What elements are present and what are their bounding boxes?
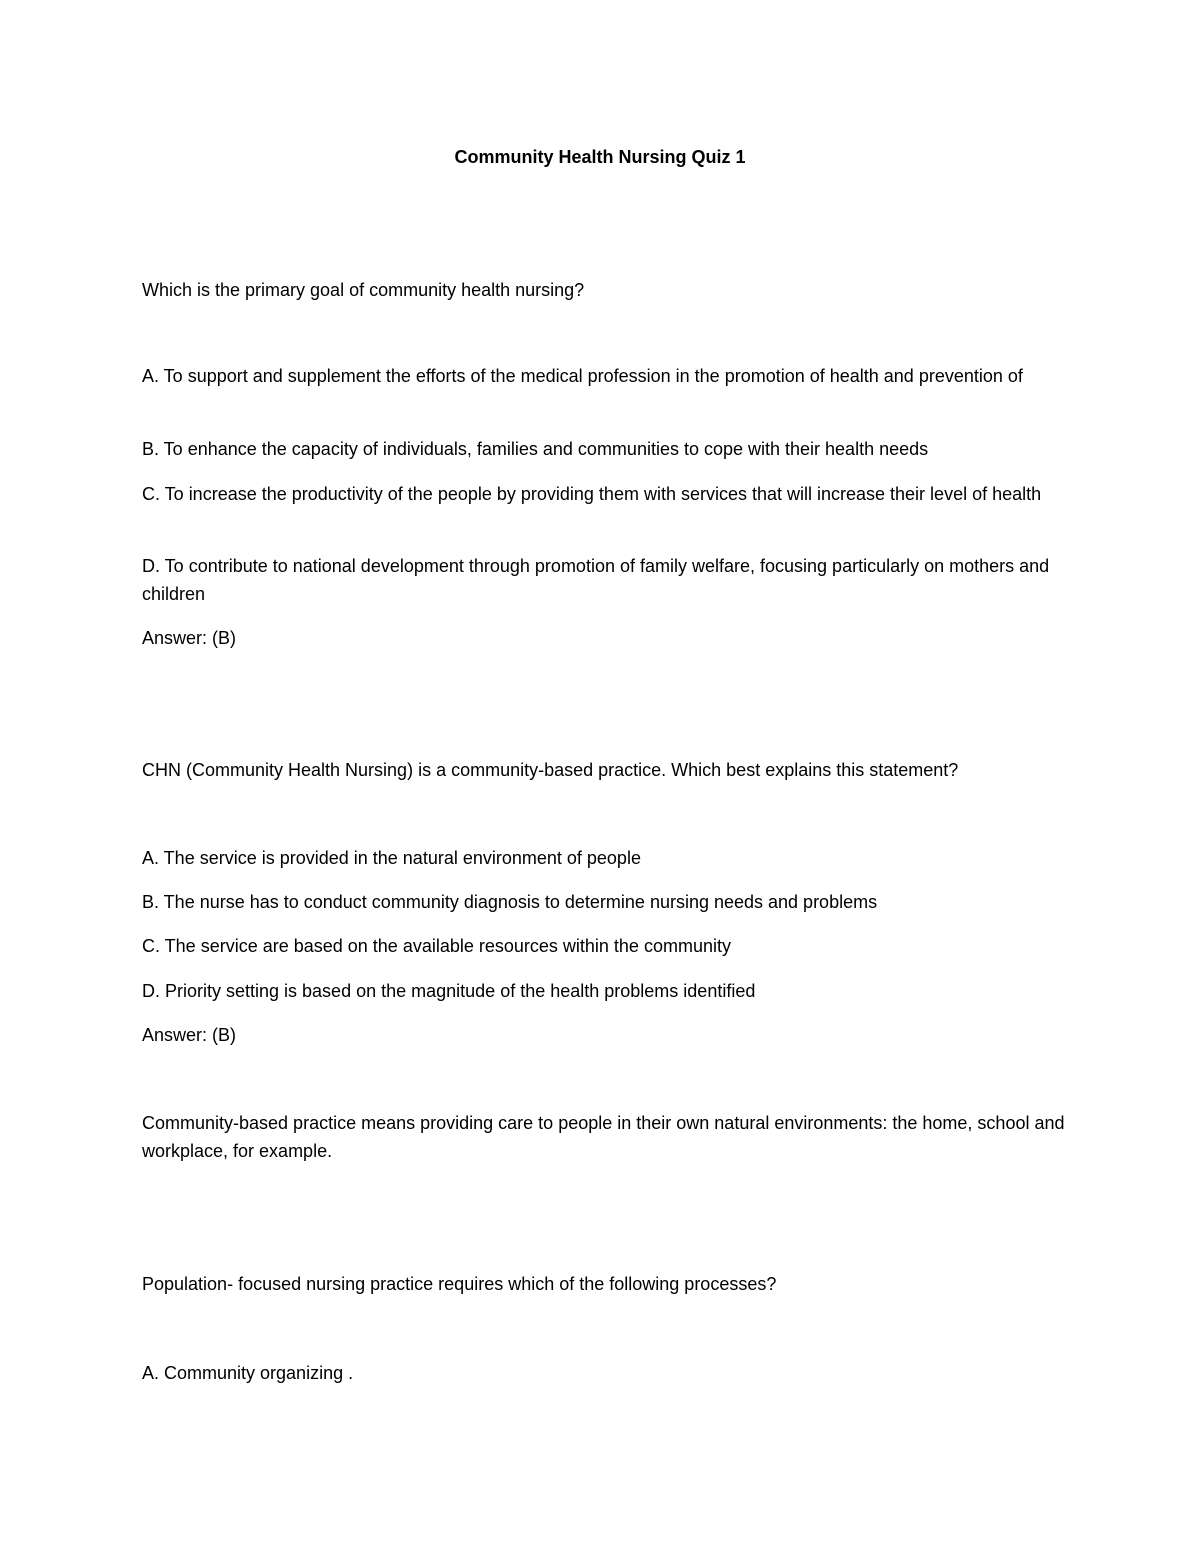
document-title: Community Health Nursing Quiz 1: [454, 147, 746, 167]
question-1-option-b: B. To enhance the capacity of individuals, families and communities to cope with their health needs: [142, 439, 929, 459]
question-1-text: Which is the primary goal of community health nursing?: [142, 280, 585, 300]
question-2-explanation: Community-based practice means providing care to people in their own natural environments: the home, school and workplace, for example.: [142, 1113, 1065, 1161]
question-3-option-a: A. Community organizing .: [142, 1363, 354, 1383]
question-2-option-c: C. The service are based on the available resources within the community: [142, 936, 731, 956]
question-2-option-a: A. The service is provided in the natural environment of people: [142, 848, 641, 868]
question-2-text: CHN (Community Health Nursing) is a community-based practice. Which best explains this statement?: [142, 760, 959, 780]
question-1-option-d: D. To contribute to national development through promotion of family welfare, focusing particularly on mothers and children: [142, 556, 1050, 604]
question-2-option-b: B. The nurse has to conduct community diagnosis to determine nursing needs and problems: [142, 892, 878, 912]
question-1-option-c: C. To increase the productivity of the people by providing them with services that will increase their level of health: [142, 484, 1042, 504]
question-3-text: Population- focused nursing practice requires which of the following processes?: [142, 1274, 777, 1294]
question-1-answer: Answer: (B): [142, 628, 237, 648]
question-1-option-a: A. To support and supplement the efforts of the medical profession in the promotion of health and prevention of: [142, 366, 1023, 386]
question-2-option-d: D. Priority setting is based on the magnitude of the health problems identified: [142, 981, 756, 1001]
question-2-answer: Answer: (B): [142, 1025, 237, 1045]
